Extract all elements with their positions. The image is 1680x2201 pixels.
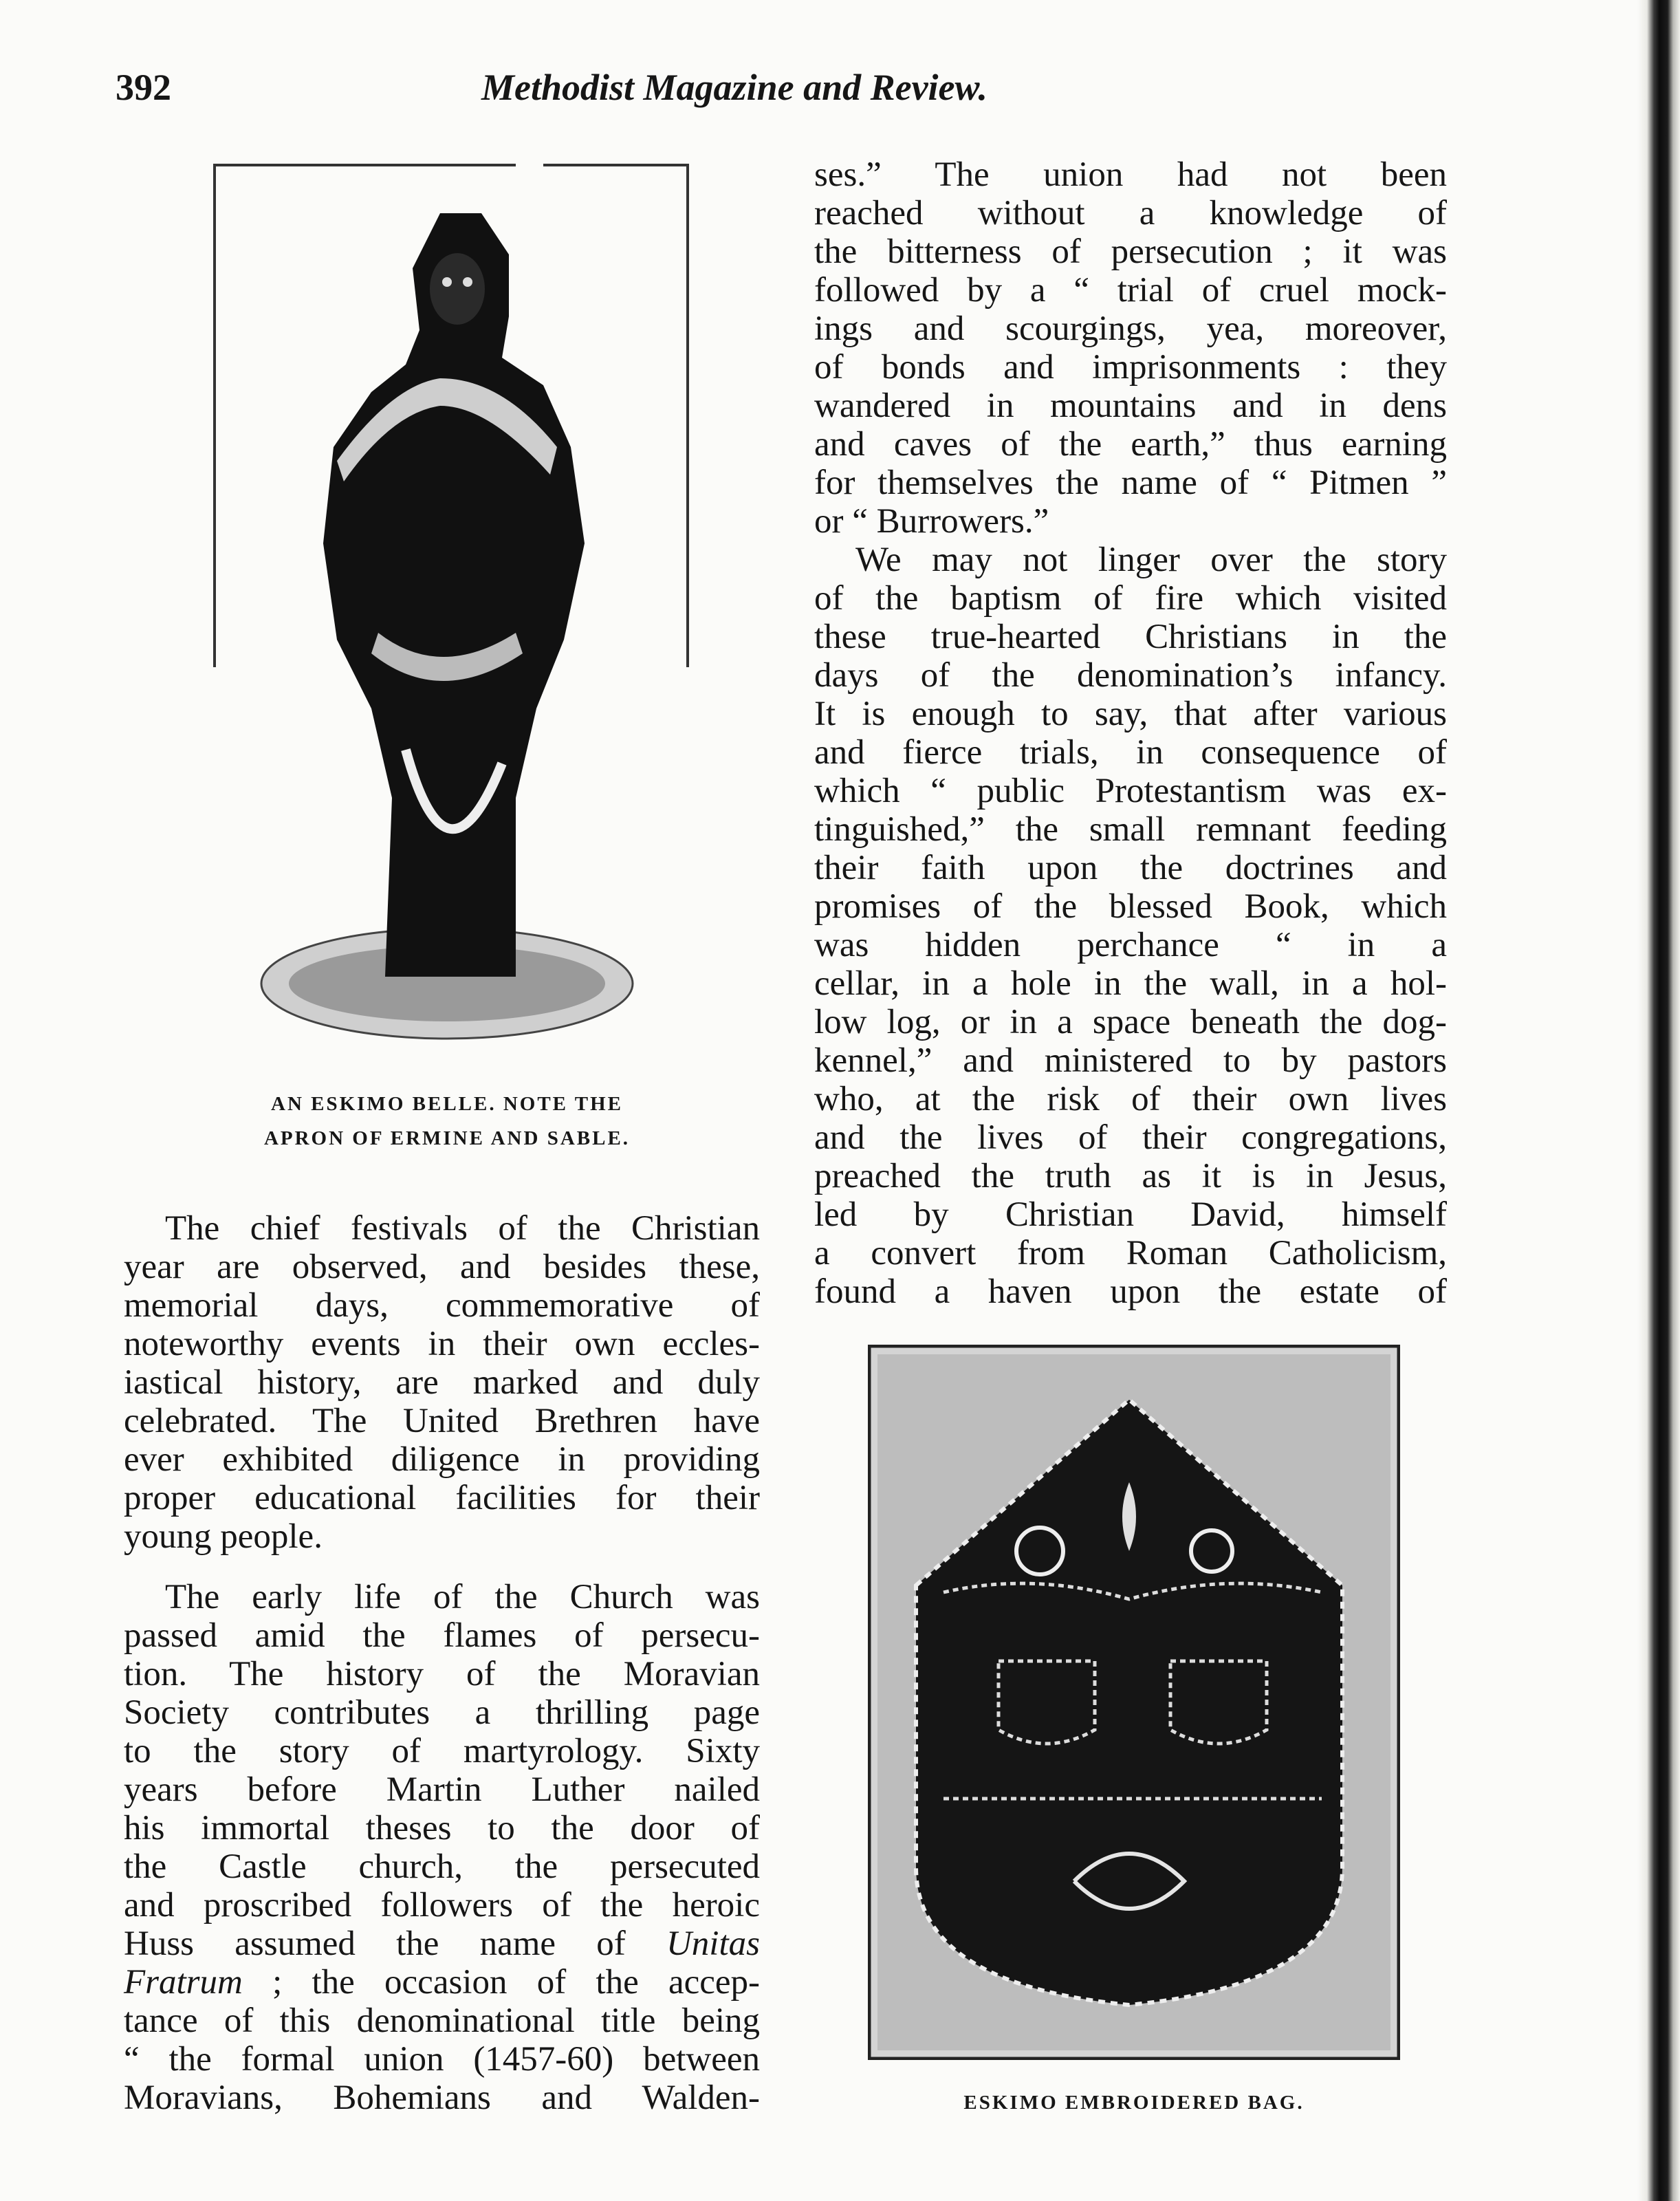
figure-caption-eskimo-belle-line1: AN ESKIMO BELLE. NOTE THE bbox=[271, 1093, 623, 1115]
text-line: promises of the blessed Book, which bbox=[814, 887, 1447, 926]
text-line: who, at the risk of their own lives bbox=[814, 1080, 1447, 1118]
text-line: of the baptism of fire which visited bbox=[814, 579, 1447, 618]
text-line: his immortal theses to the door of bbox=[124, 1809, 760, 1847]
eskimo-belle-illustration bbox=[213, 158, 695, 1066]
text-line: years before Martin Luther nailed bbox=[124, 1770, 760, 1809]
text-line: which “ public Protestantism was ex- bbox=[814, 772, 1447, 810]
text-line: It is enough to say, that after various bbox=[814, 695, 1447, 733]
italic-term: Fratrum bbox=[124, 1963, 243, 2002]
text-line: these true-hearted Christians in the bbox=[814, 618, 1447, 656]
text-line: “ the formal union (1457-60) between bbox=[124, 2040, 760, 2079]
text-line: the bitterness of persecution ; it was bbox=[814, 232, 1447, 271]
text-line: and the lives of their congregations, bbox=[814, 1118, 1447, 1157]
text-line: memorial days, commemorative of bbox=[124, 1286, 760, 1325]
text-line: ever exhibited diligence in providing bbox=[124, 1440, 760, 1479]
book-spine-edge bbox=[1637, 0, 1680, 2201]
text-line: was hidden perchance “ in a bbox=[814, 926, 1447, 964]
text-line: led by Christian David, himself bbox=[814, 1195, 1447, 1234]
italic-term: Unitas bbox=[666, 1924, 760, 1963]
figure-caption-eskimo-belle-line2: APRON OF ERMINE AND SABLE. bbox=[263, 1127, 631, 1149]
figure-caption-embroidered-bag: ESKIMO EMBROIDERED BAG. bbox=[963, 2092, 1305, 2114]
text-line: to the story of martyrology. Sixty bbox=[124, 1732, 760, 1770]
text-line: and fierce trials, in consequence of bbox=[814, 733, 1447, 772]
text-line: for themselves the name of “ Pitmen ” bbox=[814, 464, 1447, 502]
text-line: We may not linger over the story bbox=[855, 541, 1447, 579]
text-line: their faith upon the doctrines and bbox=[814, 849, 1447, 887]
text-line: Moravians, Bohemians and Walden- bbox=[124, 2079, 760, 2117]
page-number: 392 bbox=[116, 67, 171, 108]
paragraph-baptism-of-fire bbox=[814, 541, 1447, 1311]
text-line: tinguished,” the small remnant feeding bbox=[814, 810, 1447, 849]
text-line: kennel,” and ministered to by pastors bbox=[814, 1041, 1447, 1080]
text-line bbox=[124, 1924, 760, 1963]
text-line: cellar, in a hole in the wall, in a hol- bbox=[814, 964, 1447, 1003]
text-line: noteworthy events in their own eccles- bbox=[124, 1325, 760, 1363]
text-line: of bonds and imprisonments : they bbox=[814, 348, 1447, 387]
paragraph-union-persecution bbox=[814, 155, 1447, 541]
text-line: year are observed, and besides these, bbox=[124, 1248, 760, 1286]
text-line: reached without a knowledge of bbox=[814, 194, 1447, 232]
text-line bbox=[124, 1963, 760, 2002]
text-line: low log, or in a space beneath the dog- bbox=[814, 1003, 1447, 1041]
text-line: days of the denomination’s infancy. bbox=[814, 656, 1447, 695]
paragraph-festivals bbox=[124, 1209, 760, 1556]
text-line: proper educational facilities for their bbox=[124, 1479, 760, 1517]
text-line: The early life of the Church was bbox=[165, 1578, 760, 1616]
text-line: young people. bbox=[124, 1517, 323, 1556]
running-title: Methodist Magazine and Review. bbox=[481, 67, 988, 108]
text-line: Society contributes a thrilling page bbox=[124, 1693, 760, 1732]
text-line: preached the truth as it is in Jesus, bbox=[814, 1157, 1447, 1195]
paragraph-early-life-of-church bbox=[124, 1578, 760, 2117]
text-line: ings and scourgings, yea, moreover, bbox=[814, 310, 1447, 348]
text-line: the Castle church, the persecuted bbox=[124, 1847, 760, 1886]
text-line: followed by a “ trial of cruel mock- bbox=[814, 271, 1447, 310]
text-line: ses.” The union had not been bbox=[814, 155, 1447, 194]
text-line: celebrated. The United Brethren have bbox=[124, 1402, 760, 1440]
eskimo-embroidered-bag-illustration bbox=[868, 1345, 1400, 2060]
text-line: passed amid the flames of persecu- bbox=[124, 1616, 760, 1655]
text-line: and caves of the earth,” thus earning bbox=[814, 425, 1447, 464]
text-line: wandered in mountains and in dens bbox=[814, 387, 1447, 425]
text-line: found a haven upon the estate of bbox=[814, 1272, 1447, 1311]
text-line: iastical history, are marked and duly bbox=[124, 1363, 760, 1402]
text-line: tion. The history of the Moravian bbox=[124, 1655, 760, 1693]
text-line: The chief festivals of the Christian bbox=[165, 1209, 760, 1248]
text-fragment: ; the occasion of the accep- bbox=[242, 1963, 760, 2002]
text-line: tance of this denominational title being bbox=[124, 2002, 760, 2040]
text-line: a convert from Roman Catholicism, bbox=[814, 1234, 1447, 1272]
text-line: or “ Burrowers.” bbox=[814, 502, 1049, 541]
text-fragment: Huss assumed the name of bbox=[124, 1924, 666, 1963]
text-line: and proscribed followers of the heroic bbox=[124, 1886, 760, 1924]
